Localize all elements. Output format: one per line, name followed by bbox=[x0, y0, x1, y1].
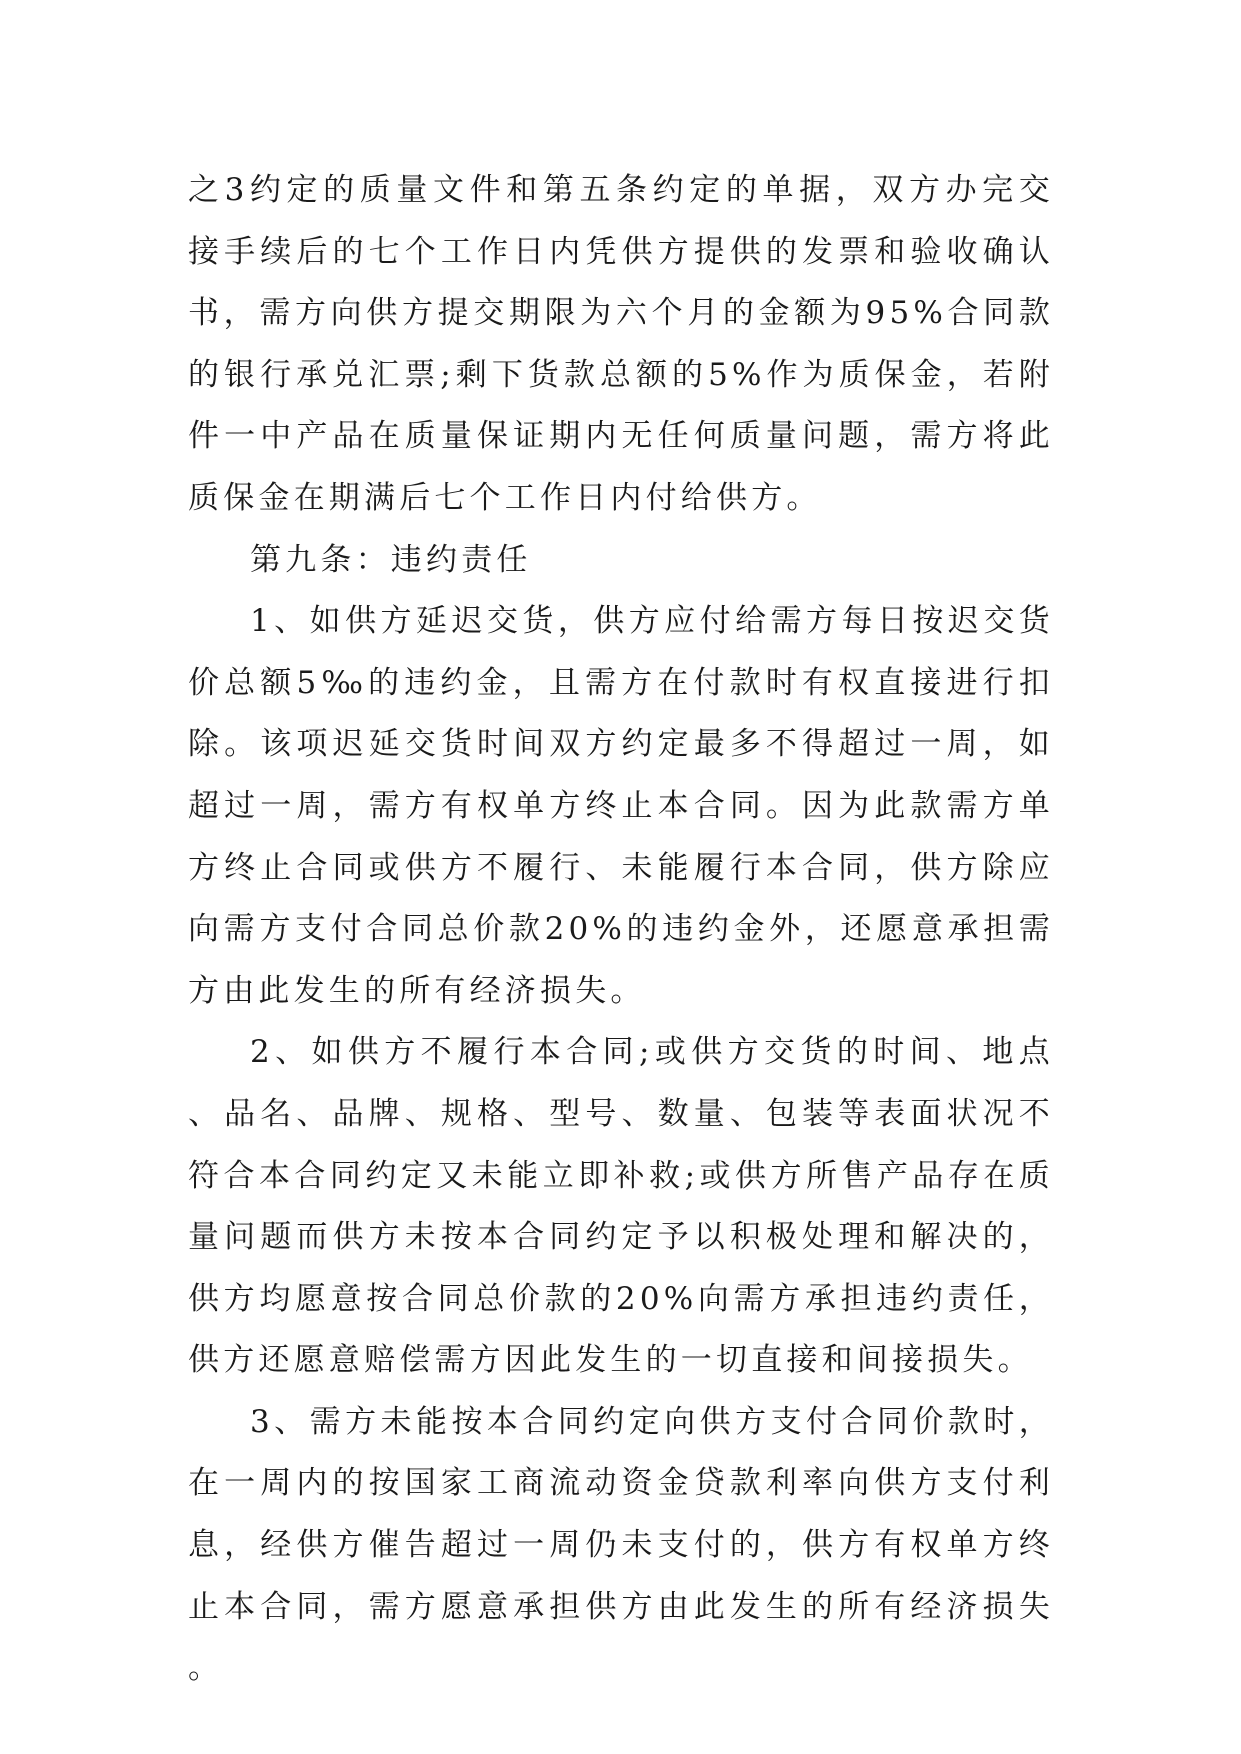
document-body bbox=[188, 160, 1054, 1700]
clause-2-nonperformance: 2、如供方不履行本合同;或供方交货的时间、地点、品名、品牌、规格、型号、数量、包装等表面状况不符合本合同约定又未能立即补救;或供方所售产品存在质量问题而供方未按本合同约定予以积极处理和解决的，供方均愿意按合同总价款的20%向需方承担违约责任，供方还愿意赔偿需方因此发生的一切直接和间接损失。 bbox=[188, 1034, 1054, 1379]
payment-terms-paragraph: 之3约定的质量文件和第五条约定的单据，双方办完交接手续后的七个工作日内凭供方提供的发票和验收确认书，需方向供方提交期限为六个月的金额为95%合同款的银行承兑汇票;剩下货款总额的5%作为质保金，若附件一中产品在质量保证期内无任何质量问题，需方将此质保金在期满后七个工作日内付给供方。 bbox=[188, 172, 1054, 516]
clause-1-late-delivery: 1、如供方延迟交货，供方应付给需方每日按迟交货价总额5‰的违约金，且需方在付款时有权直接进行扣除。该项迟延交货时间双方约定最多不得超过一周，如超过一周，需方有权单方终止本合同。因为此款需方单方终止合同或供方不履行、未能履行本合同，供方除应向需方支付合同总价款20%的违约金外，还愿意承担需方由此发生的所有经济损失。 bbox=[188, 603, 1054, 1009]
section-heading-breach-liability: 第九条：违约责任 bbox=[250, 541, 532, 578]
clause-3-late-payment: 3、需方未能按本合同约定向供方支付合同价款时，在一周内的按国家工商流动资金贷款利率向供方支付利息，经供方催告超过一周仍未支付的，供方有权单方终止本合同，需方愿意承担供方由此发生的所有经济损失。 bbox=[188, 1403, 1054, 1687]
